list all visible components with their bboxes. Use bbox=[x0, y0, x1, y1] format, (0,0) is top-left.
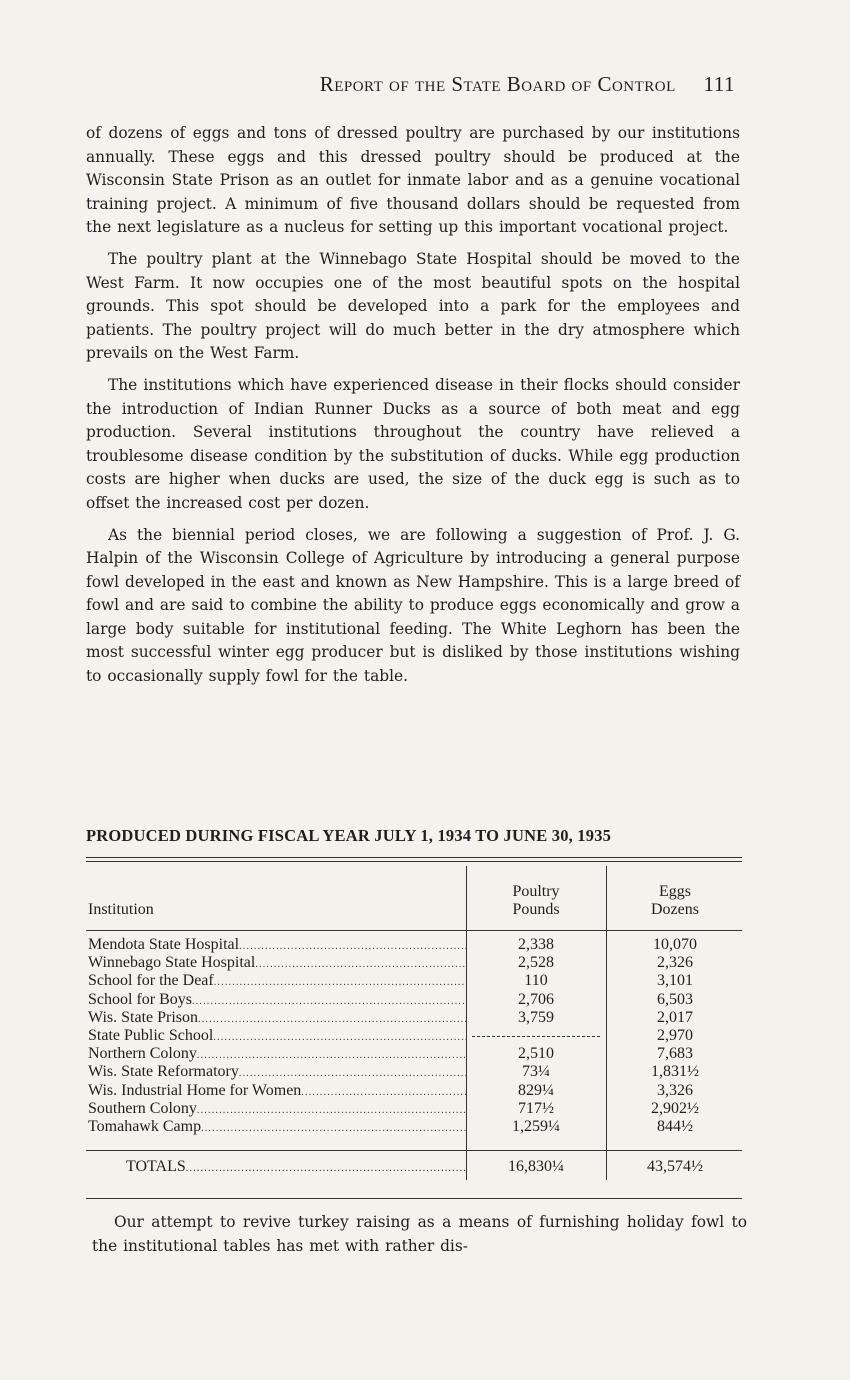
closing-text bbox=[92, 1210, 747, 1258]
running-head bbox=[0, 72, 735, 97]
header-eggs-line2: Dozens bbox=[651, 901, 699, 918]
table-bottom-rule bbox=[86, 1198, 742, 1199]
table-row bbox=[86, 1100, 742, 1118]
institution-name: School for the Deaf ..... bbox=[88, 972, 466, 992]
institution-name: Southern Colony ..... bbox=[88, 1100, 466, 1120]
header-institution: Institution bbox=[88, 901, 154, 918]
totals-eggs: 43,574½ bbox=[647, 1158, 703, 1175]
eggs-value: 2,970 bbox=[657, 1026, 693, 1044]
eggs-value: 7,683 bbox=[657, 1045, 693, 1063]
poultry-value-empty bbox=[466, 1027, 606, 1045]
eggs-value: 2,326 bbox=[657, 954, 693, 972]
poultry-value: 829¼ bbox=[518, 1081, 554, 1099]
institution-name: Mendota State Hospital ..... bbox=[88, 936, 466, 956]
table-row bbox=[86, 972, 742, 990]
poultry-value: 3,759 bbox=[518, 1008, 554, 1026]
eggs-value: 2,902½ bbox=[651, 1099, 699, 1117]
totals-row bbox=[86, 1156, 742, 1178]
poultry-value: 1,259¼ bbox=[512, 1117, 560, 1135]
institution-name: Winnebago State Hospital ..... bbox=[88, 954, 466, 974]
eggs-value: 2,017 bbox=[657, 1008, 693, 1026]
institution-name: Northern Colony ..... bbox=[88, 1045, 466, 1065]
body-text bbox=[86, 122, 740, 697]
poultry-value: 2,510 bbox=[518, 1045, 554, 1063]
table-row bbox=[86, 954, 742, 972]
eggs-value: 1,831½ bbox=[651, 1063, 699, 1081]
report-title: Report of the State Board of Control bbox=[319, 72, 676, 96]
institution-name: School for Boys ..... bbox=[88, 991, 466, 1011]
poultry-value: 717½ bbox=[518, 1099, 554, 1117]
header-poultry-line1: Poultry bbox=[512, 883, 560, 900]
paragraph-5: Our attempt to revive turkey raising as a means of furnishing holiday fowl to the institutional tables has met with rather dis- bbox=[92, 1213, 747, 1255]
paragraph-4: As the biennial period closes, we are following a suggestion of Prof. J. G. Halpin of the Wisconsin College of Agriculture by introducing a general purpose fowl developed in the east and known as New Hampshire. This is a large breed of fowl and are said to combine the ability to produce eggs economically and grow a large body suitable for institutional feeding. The White Leghorn has been the most successful winter egg producer but is disliked by those institutions wishing to occasionally supply fowl for the table. bbox=[86, 525, 740, 685]
paragraph-1: of dozens of eggs and tons of dressed poultry are purchased by our institutions annually. These eggs and this dressed poultry should be produced at the Wisconsin State Prison as an outlet for inmate labor and as a genuine vocational training project. A minimum of five thousand dollars should be requested from the next legislature as a nucleus for setting up this important vocational project. bbox=[86, 124, 740, 236]
table-title: PRODUCED DURING FISCAL YEAR JULY 1, 1934 TO JUNE 30, 1935 bbox=[86, 826, 612, 845]
header-rule bbox=[86, 930, 742, 931]
header-poultry bbox=[466, 883, 606, 919]
table-row bbox=[86, 936, 742, 954]
header-eggs bbox=[608, 883, 742, 919]
poultry-value: 110 bbox=[524, 972, 548, 990]
table-top-rule-2 bbox=[86, 861, 742, 862]
institution-name: Wis. State Reformatory ..... bbox=[88, 1063, 466, 1083]
table-top-rule bbox=[86, 857, 742, 858]
totals-poultry: 16,830¼ bbox=[508, 1158, 564, 1175]
paragraph-2: The poultry plant at the Winnebago State Hospital should be moved to the West Farm. It now occupies one of the most beautiful spots on the hospital grounds. This spot should be developed into a park for the employees and patients. The poultry project will do much better in the dry atmosphere which prevails on the West Farm. bbox=[86, 250, 740, 362]
institution-name: State Public School ..... bbox=[88, 1027, 466, 1047]
table-row bbox=[86, 1118, 742, 1136]
institution-name: Wis. State Prison ..... bbox=[88, 1009, 466, 1029]
table-row bbox=[86, 1027, 742, 1045]
totals-label: TOTALS ..... bbox=[126, 1156, 466, 1180]
eggs-value: 10,070 bbox=[653, 936, 697, 953]
table-row bbox=[86, 1082, 742, 1100]
table-row bbox=[86, 1045, 742, 1063]
header-eggs-line1: Eggs bbox=[659, 883, 691, 900]
eggs-value: 844½ bbox=[657, 1117, 693, 1135]
table-row bbox=[86, 991, 742, 1009]
eggs-value: 3,326 bbox=[657, 1081, 693, 1099]
paragraph-3: The institutions which have experienced disease in their flocks should consider the introduction of Indian Runner Ducks as a source of both meat and egg production. Several institutions throughout the country have relieved a troublesome disease condition by the substitution of ducks. While egg production costs are higher when ducks are used, the size of the duck egg is such as to offset the increased cost per dozen. bbox=[86, 376, 740, 512]
poultry-value: 2,338 bbox=[518, 936, 554, 953]
table-row bbox=[86, 1063, 742, 1081]
totals-rule bbox=[86, 1150, 742, 1151]
empty-value-dash bbox=[472, 1036, 600, 1037]
poultry-value: 2,706 bbox=[518, 990, 554, 1008]
poultry-value: 73¼ bbox=[522, 1063, 550, 1081]
table-row bbox=[86, 1009, 742, 1027]
institution-name: Wis. Industrial Home for Women ..... bbox=[88, 1082, 466, 1102]
eggs-value: 6,503 bbox=[657, 990, 693, 1008]
poultry-value: 2,528 bbox=[518, 954, 554, 972]
page-number: 111 bbox=[703, 72, 735, 96]
eggs-value: 3,101 bbox=[657, 972, 693, 990]
header-poultry-line2: Pounds bbox=[512, 901, 560, 918]
institution-name: Tomahawk Camp ..... bbox=[88, 1118, 466, 1138]
table-body bbox=[86, 936, 742, 1136]
